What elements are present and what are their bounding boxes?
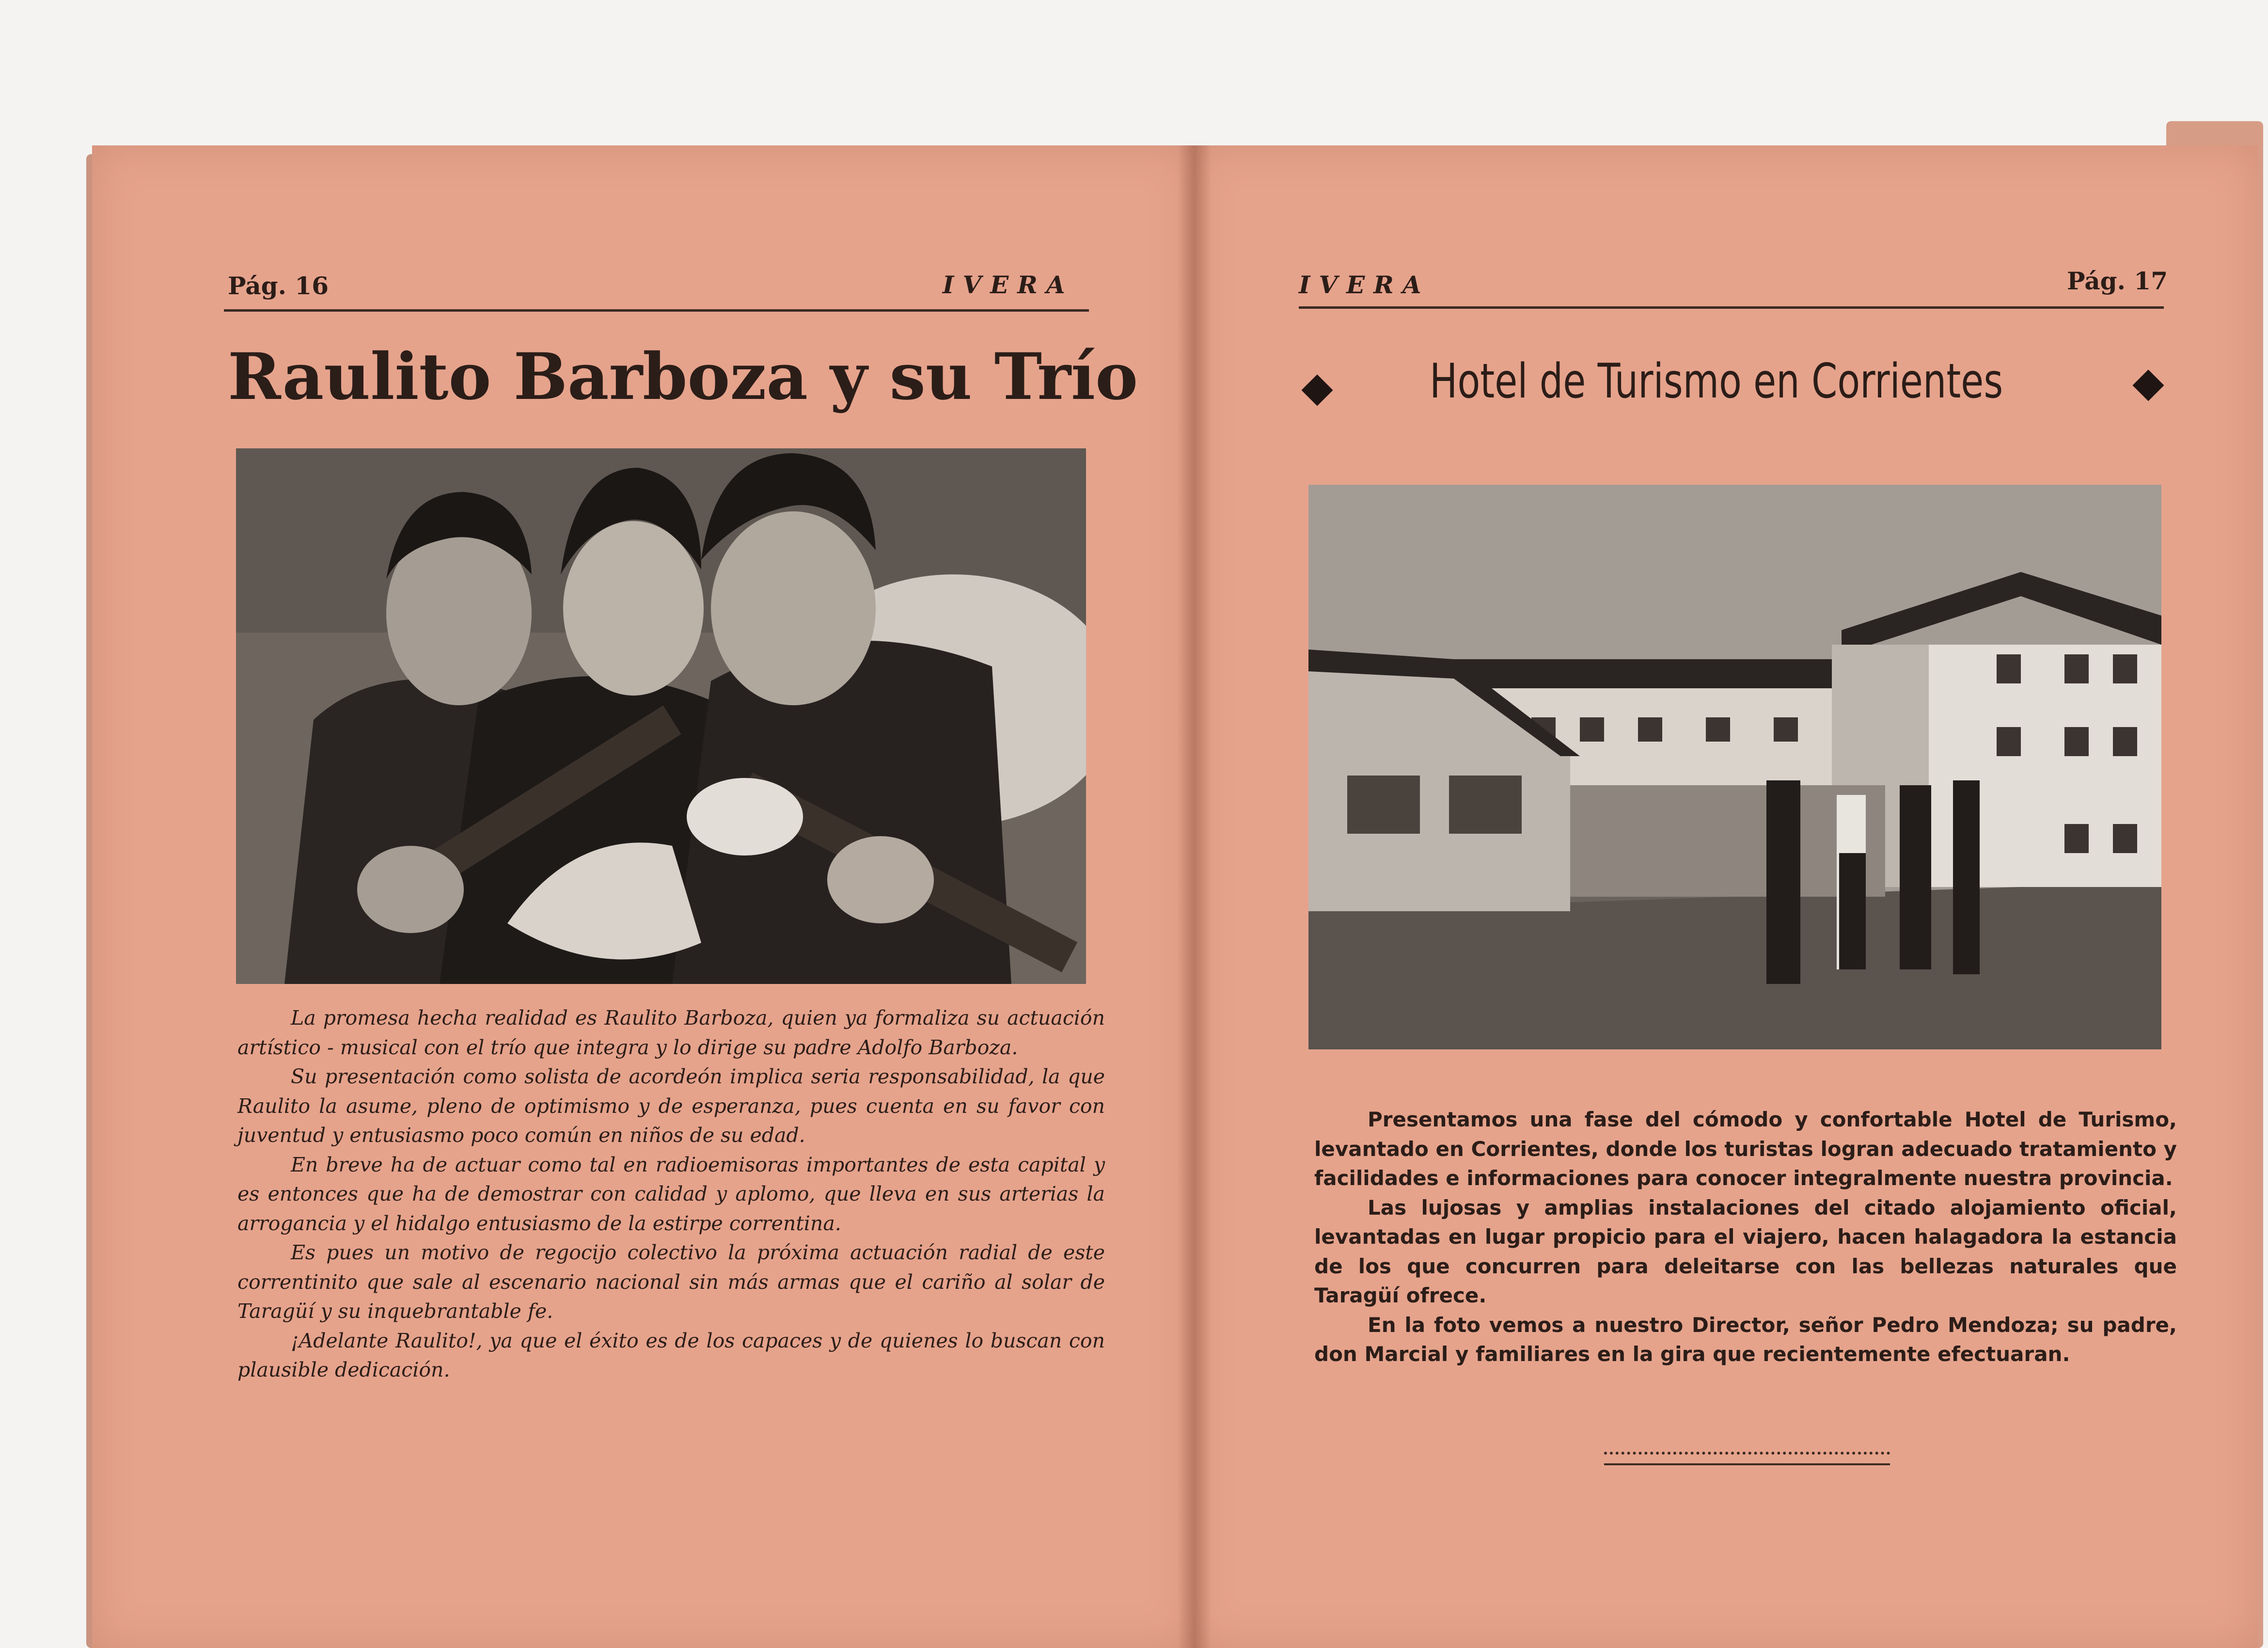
right-running-head: IVERA: [1299, 270, 1430, 299]
right-paragraph: Las lujosas y amplias instalaciones del citado alojamiento oficial, levantadas en lugar propicio para el viajero, hacen halagadora la estancia de los que concurren para deleitarse con las bellezas naturales que Taragüí ofrece.: [1314, 1195, 2177, 1307]
hotel-building-photo: [1308, 485, 2161, 1049]
left-paragraph: La promesa hecha realidad es Raulito Barboza, quien ya formaliza su actuación artístico - musical con el trío que integra y lo dirige su padre Adolfo Barboza.: [237, 1006, 1105, 1059]
right-paragraph: Presentamos una fase del cómodo y confortable Hotel de Turismo, levantado en Corrientes, donde los turistas logran adecuado tratamiento y facilidades e informaciones para conocer integralmente nuestra provincia.: [1314, 1108, 2177, 1190]
right-article-body: [1314, 1105, 2177, 1369]
left-header-rule: [224, 309, 1089, 312]
left-paragraph: ¡Adelante Raulito!, ya que el éxito es de los capaces y de quienes lo buscan con plausible dedicación.: [237, 1329, 1105, 1381]
left-paragraph: Es pues un motivo de regocijo colectivo la próxima actuación radial de este correntinito que sale al escenario nacional sin más armas que el cariño al solar de Taragüí y su inquebrantable fe.: [237, 1241, 1105, 1323]
trio-musicians-photo: [236, 448, 1086, 984]
left-paragraph: En breve ha de actuar como tal en radioemisoras importantes de esta capital y es entonces que ha de demostrar con calidad y aplomo, que lleva en sus arterias la arrogancia y el hidalgo entusiasmo de la estirpe correntina.: [237, 1153, 1105, 1235]
book-gutter: [1178, 145, 1212, 1648]
left-article-title: Raulito Barboza y su Trío: [228, 339, 1138, 414]
left-article-body: [237, 1003, 1105, 1385]
dotted-rule-ornament: [1604, 1452, 1890, 1465]
right-header-rule: [1299, 306, 2164, 309]
left-paragraph: Su presentación como solista de acordeón implica seria responsabilidad, la que Raulito la asume, pleno de optimismo y de esperanza, pues cuenta en su favor con juventud y entusiasmo poco común en niños de su edad.: [237, 1065, 1105, 1147]
left-page-number: Pág. 16: [228, 271, 329, 300]
right-article-title: Hotel de Turismo en Corrientes: [1430, 354, 2003, 409]
left-running-head: IVERA: [943, 270, 1074, 299]
right-paragraph: En la foto vemos a nuestro Director, señor Pedro Mendoza; su padre, don Marcial y familiares en la gira que recientemente efectuaran.: [1314, 1313, 2177, 1366]
right-page-number: Pág. 17: [2067, 267, 2168, 295]
